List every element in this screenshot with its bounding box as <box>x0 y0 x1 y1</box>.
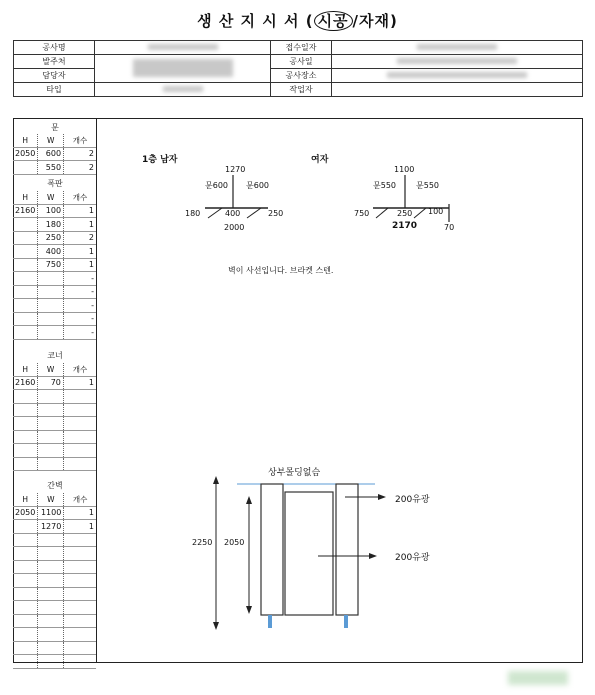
table-row: 2160 100 1 <box>13 204 96 218</box>
table-row: 550 2 <box>13 161 96 175</box>
col-w: W <box>38 493 64 506</box>
label-manager: 담당자 <box>14 69 95 83</box>
men-door-right: 문600 <box>246 181 269 190</box>
table-row: - <box>13 312 96 326</box>
col-qty: 개수 <box>64 134 96 147</box>
elevation-outer-height: 2250 <box>192 538 213 547</box>
men-dim-b: 400 <box>225 209 241 218</box>
table-row: - <box>13 326 96 340</box>
men-top-dim: 1270 <box>225 165 246 174</box>
men-dim-a: 180 <box>185 209 201 218</box>
women-dim-c: 100 <box>428 207 444 216</box>
table-row: - <box>13 285 96 299</box>
col-h: H <box>13 134 38 147</box>
women-dim-b: 250 <box>397 209 413 218</box>
door-section-title: 문 <box>51 123 59 132</box>
col-qty: 개수 <box>64 493 96 506</box>
table-row: 750 1 <box>13 258 96 272</box>
women-title: 여자 <box>311 155 329 165</box>
label-client: 발주처 <box>14 55 95 69</box>
table-row: 400 1 <box>13 245 96 259</box>
plan-note: 벽이 사선입니다. 브라켓 스텐. <box>228 266 334 275</box>
women-dim-a: 750 <box>354 209 370 218</box>
title-circled: 시공 <box>314 11 353 31</box>
table-row: 180 1 <box>13 218 96 232</box>
logo-watermark <box>508 671 568 685</box>
label-received-date: 접수일자 <box>271 41 332 55</box>
col-h: H <box>13 363 38 376</box>
table-row: 250 2 <box>13 231 96 245</box>
men-dim-c: 250 <box>268 209 284 218</box>
label-site: 공사장소 <box>271 69 332 83</box>
men-door-left: 문600 <box>205 181 228 190</box>
women-top-dim: 1100 <box>394 165 415 174</box>
women-total: 2170 <box>392 221 418 231</box>
table-row: 2050 600 2 <box>13 147 96 161</box>
title-suffix: /자재) <box>352 12 398 30</box>
col-qty: 개수 <box>63 363 96 376</box>
label-type: 타입 <box>14 83 95 97</box>
table-row: - <box>13 299 96 313</box>
label-work-date: 공사일 <box>271 55 332 69</box>
label-project: 공사명 <box>14 41 95 55</box>
table-row: 2050 1100 1 <box>13 506 96 520</box>
label-worker: 작업자 <box>271 83 332 97</box>
elevation-top-label: 상부몰딩없슴 <box>268 468 321 478</box>
col-w: W <box>38 134 64 147</box>
col-h: H <box>13 493 38 506</box>
elevation-inner-height: 2050 <box>224 538 245 547</box>
men-total: 2000 <box>224 223 245 232</box>
title-main: 생 산 지 시 서 <box>197 12 300 30</box>
finish-label-1: 200유광 <box>395 495 430 505</box>
title-paren: ( <box>305 12 314 30</box>
col-qty: 개수 <box>64 191 96 204</box>
panel-section-title: 폭판 <box>47 179 63 188</box>
women-door-left: 문550 <box>373 181 396 190</box>
men-floor-title: 1층 남자 <box>142 155 178 165</box>
women-dim-d: 70 <box>444 223 455 232</box>
table-row: 2160 70 1 <box>13 376 96 390</box>
col-w: W <box>38 363 64 376</box>
corner-section-title: 코너 <box>47 351 63 360</box>
table-row: - <box>13 272 96 286</box>
col-h: H <box>13 191 38 204</box>
wall-section-title: 간벽 <box>47 481 63 490</box>
finish-label-2: 200유광 <box>395 553 430 563</box>
col-w: W <box>38 191 64 204</box>
table-row: 1270 1 <box>13 520 96 534</box>
women-door-right: 문550 <box>416 181 439 190</box>
